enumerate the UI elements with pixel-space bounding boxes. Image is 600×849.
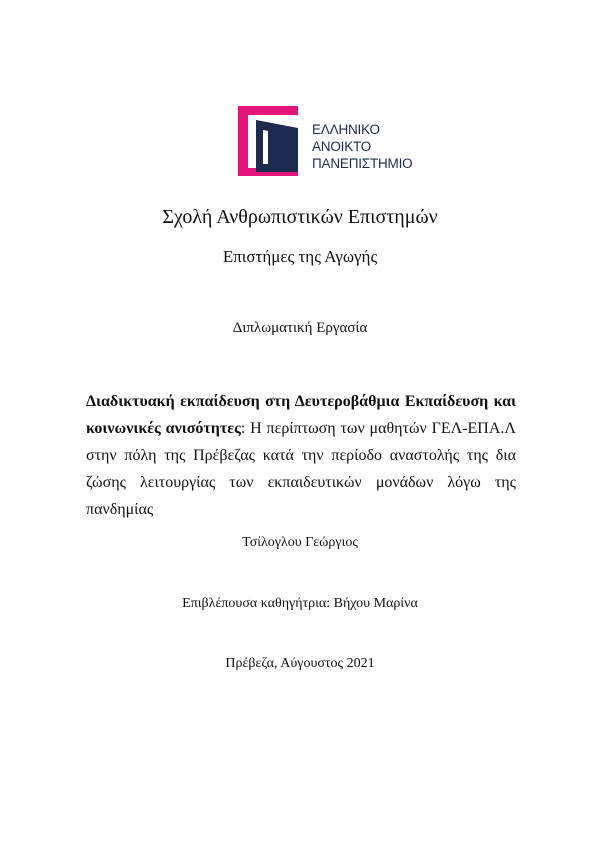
thesis-title [86, 388, 516, 523]
thesis-type: Διπλωματική Εργασία [232, 320, 368, 336]
thesis-title-main: Διαδικτυακή εκπαίδευση στη Δευτεροβάθμια Εκπαίδευση και κοινωνικές ανισότητες [86, 393, 516, 437]
author-name: Τσίλογλου Γεώργιος [242, 535, 358, 550]
logo-line-1: ΕΛΛΗΝΙΚΟ [312, 122, 380, 137]
university-logo-mark-icon [236, 104, 306, 176]
place-date: Πρέβεζα, Αύγουστος 2021 [225, 656, 375, 671]
thesis-title-subtitle: Η περίπτωση των μαθητών ΓΕΛ-ΕΠΑ.Λ στην πόλη της Πρέβεζας κατά την περίοδο αναστολής της δια ζώσης λειτουργίας των εκπαιδευτικών μονάδων λόγω της πανδημίας [86, 420, 517, 518]
university-logo [236, 104, 436, 176]
logo-line-2: ΑΝΟΙΚΤΟ [312, 139, 372, 154]
supervisor-line: Επιβλέπουσα καθηγήτρια: Βήχου Μαρίνα [182, 596, 418, 611]
university-logo-text [312, 121, 412, 172]
school-name: Σχολή Ανθρωπιστικών Επιστημών [162, 206, 438, 228]
thesis-title-colon: : [240, 420, 246, 437]
logo-line-3: ΠΑΝΕΠΙΣΤΗΜΙΟ [312, 156, 413, 171]
department-name: Επιστήμες της Αγωγής [222, 247, 378, 266]
